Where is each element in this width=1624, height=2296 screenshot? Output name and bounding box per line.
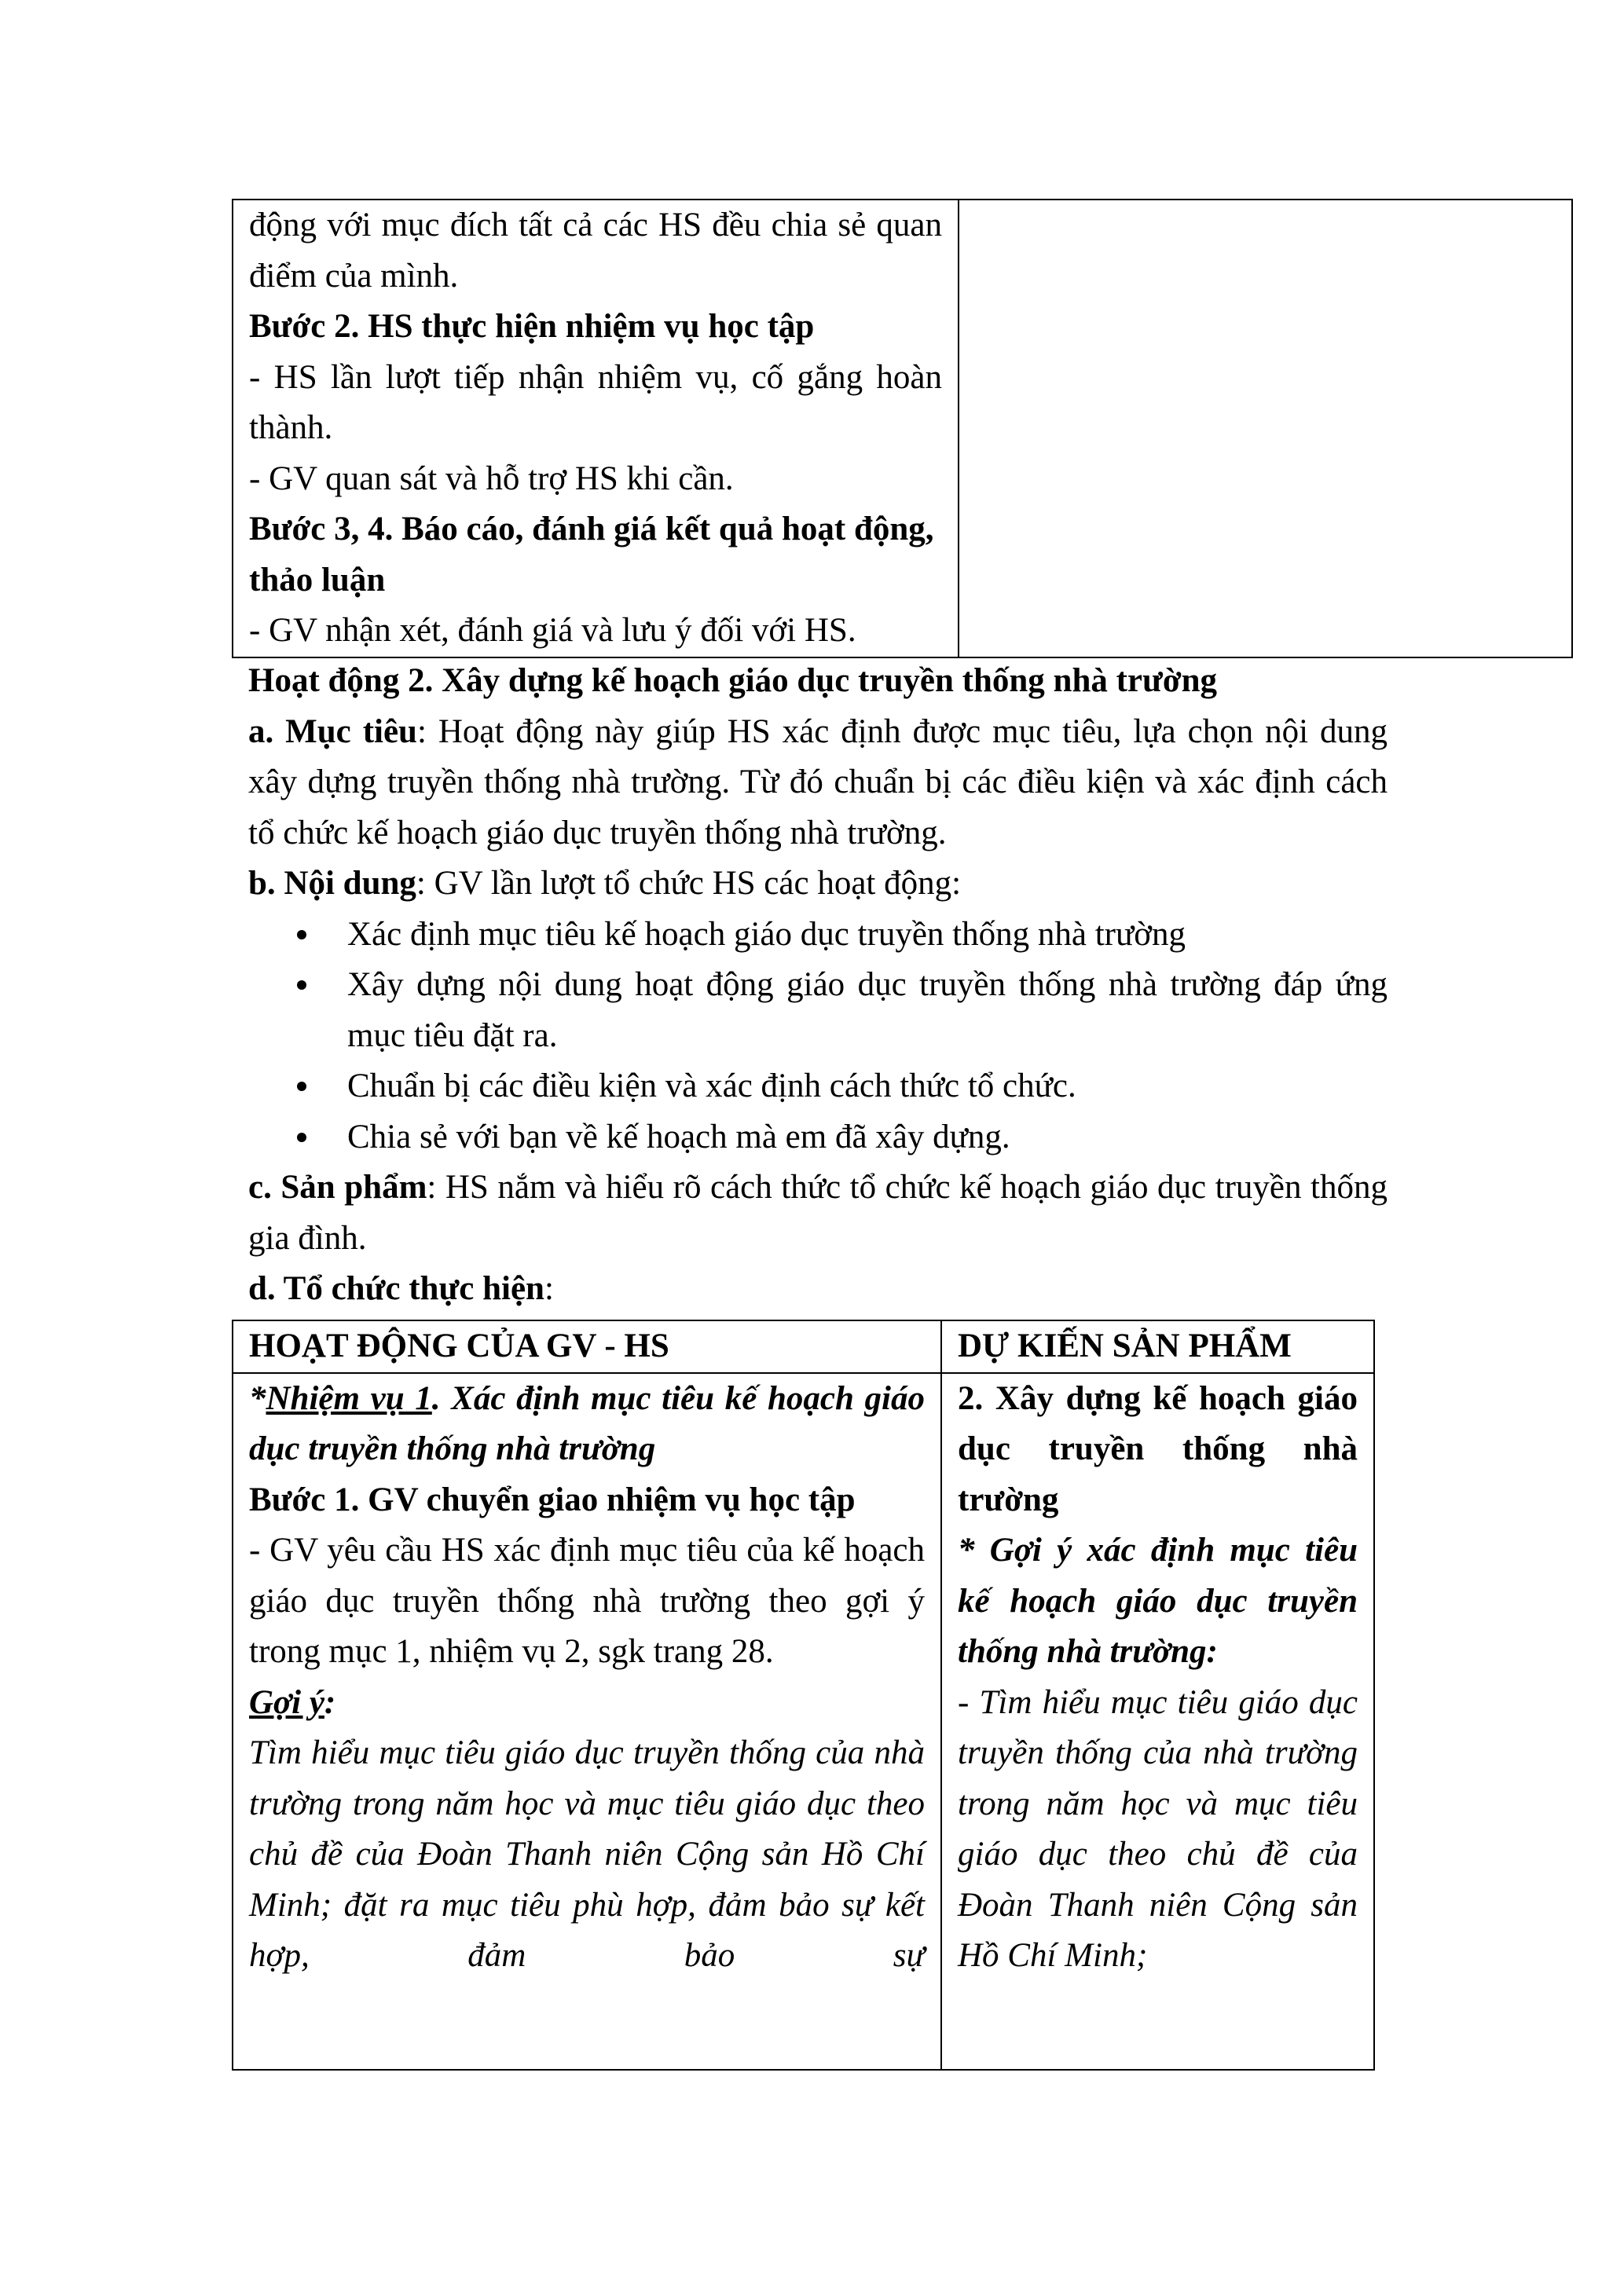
product-label: c. Sản phẩm (248, 1169, 427, 1206)
step-heading: Bước 3, 4. Báo cáo, đánh giá kết quả hoạt động, thảo luận (249, 511, 934, 599)
content-paragraph (248, 859, 1388, 910)
paragraph: - HS lần lượt tiếp nhận nhiệm vụ, cố gắng hoàn thành. (249, 358, 942, 446)
product-text: - Tìm hiểu mục tiêu giáo dục truyền thống của nhà trường trong năm học và mục tiêu giáo dục theo chủ đề của Đoàn Thanh niên Cộng sản Hồ Chí Minh; (958, 1683, 1358, 1974)
hint-label (249, 1678, 925, 1729)
product-text: : HS nắm và hiểu rõ cách thức tổ chức kế hoạch giáo dục truyền thống gia đình. (248, 1169, 1388, 1257)
asterisk: * (249, 1379, 266, 1417)
task-label: Nhiệm vụ 1 (266, 1379, 432, 1417)
colon: : (324, 1683, 336, 1721)
organization-label: d. Tổ chức thực hiện (248, 1270, 544, 1307)
expected-product-cell (941, 1373, 1374, 2070)
list-item: Chuẩn bị các điều kiện và xác định cách thức tổ chức. (248, 1061, 1388, 1112)
paragraph: động với mục đích tất cả các HS đều chia sẻ quan điểm của mình. (249, 207, 942, 295)
content-text: : GV lần lượt tổ chức HS các hoạt động: (416, 865, 962, 902)
teacher-student-activity-cell (233, 200, 959, 657)
goal-text: : Hoạt động này giúp HS xác định được mục tiêu, lựa chọn nội dung xây dựng truyền thống nhà trường. Từ đó chuẩn bị các điều kiện và xác định cách tổ chức kế hoạch giáo dục truyền thống nhà trường. (248, 712, 1388, 851)
activity-title: Hoạt động 2. Xây dựng kế hoạch giáo dục truyền thống nhà trường (248, 662, 1218, 699)
header-teacher-student-activity: HOẠT ĐỘNG CỦA GV - HS (233, 1320, 941, 1373)
product-hint-title: * Gợi ý xác định mục tiêu kế hoạch giáo dục truyền thống nhà trường: (958, 1532, 1358, 1670)
list-item: Chia sẻ với bạn về kế hoạch mà em đã xây dựng. (248, 1112, 1388, 1163)
step-heading: Bước 2. HS thực hiện nhiệm vụ học tập (249, 308, 815, 345)
product-paragraph (248, 1163, 1388, 1264)
paragraph: - GV nhận xét, đánh giá và lưu ý đối với HS. (249, 612, 856, 649)
goal-paragraph (248, 707, 1388, 859)
activity-organization-table (232, 1320, 1375, 2071)
goal-label: a. Mục tiêu (248, 712, 417, 750)
hint-text: Tìm hiểu mục tiêu giáo dục truyền thống của nhà trường trong năm học và mục tiêu giáo dục theo chủ đề của Đoàn Thanh niên Cộng sản Hồ Chí Minh; đặt ra mục tiêu phù hợp, đảm bảo sự kết hợp, đảm bảo sự (249, 1734, 925, 1974)
colon: : (544, 1270, 554, 1307)
product-title: 2. Xây dựng kế hoạch giáo dục truyền thống nhà trường (958, 1379, 1358, 1518)
paragraph: - GV yêu cầu HS xác định mục tiêu của kế hoạch giáo dục truyền thống nhà trường theo gợi ý trong mục 1, nhiệm vụ 2, sgk trang 28. (249, 1532, 925, 1670)
task-heading (249, 1374, 925, 1475)
task-title: . Xác định mục tiêu kế hoạch giáo dục truyền thống nhà trường (249, 1379, 925, 1467)
paragraph: - GV quan sát và hỗ trợ HS khi cần. (249, 460, 734, 497)
hint-label-text: Gợi ý (249, 1683, 324, 1721)
step-heading: Bước 1. GV chuyển giao nhiệm vụ học tập (249, 1481, 856, 1518)
list-item: Xác định mục tiêu kế hoạch giáo dục truyền thống nhà trường (248, 910, 1388, 961)
organization-paragraph (248, 1264, 1388, 1315)
header-expected-product: DỰ KIẾN SẢN PHẨM (941, 1320, 1374, 1373)
content-label: b. Nội dung (248, 865, 416, 902)
teacher-student-activity-cell (233, 1373, 941, 2070)
expected-product-cell (959, 200, 1572, 657)
list-item: Xây dựng nội dung hoạt động giáo dục truyền thống nhà trường đáp ứng mục tiêu đặt ra. (248, 960, 1388, 1061)
activity-2-section (248, 656, 1388, 1315)
continued-activity-table (232, 199, 1573, 658)
